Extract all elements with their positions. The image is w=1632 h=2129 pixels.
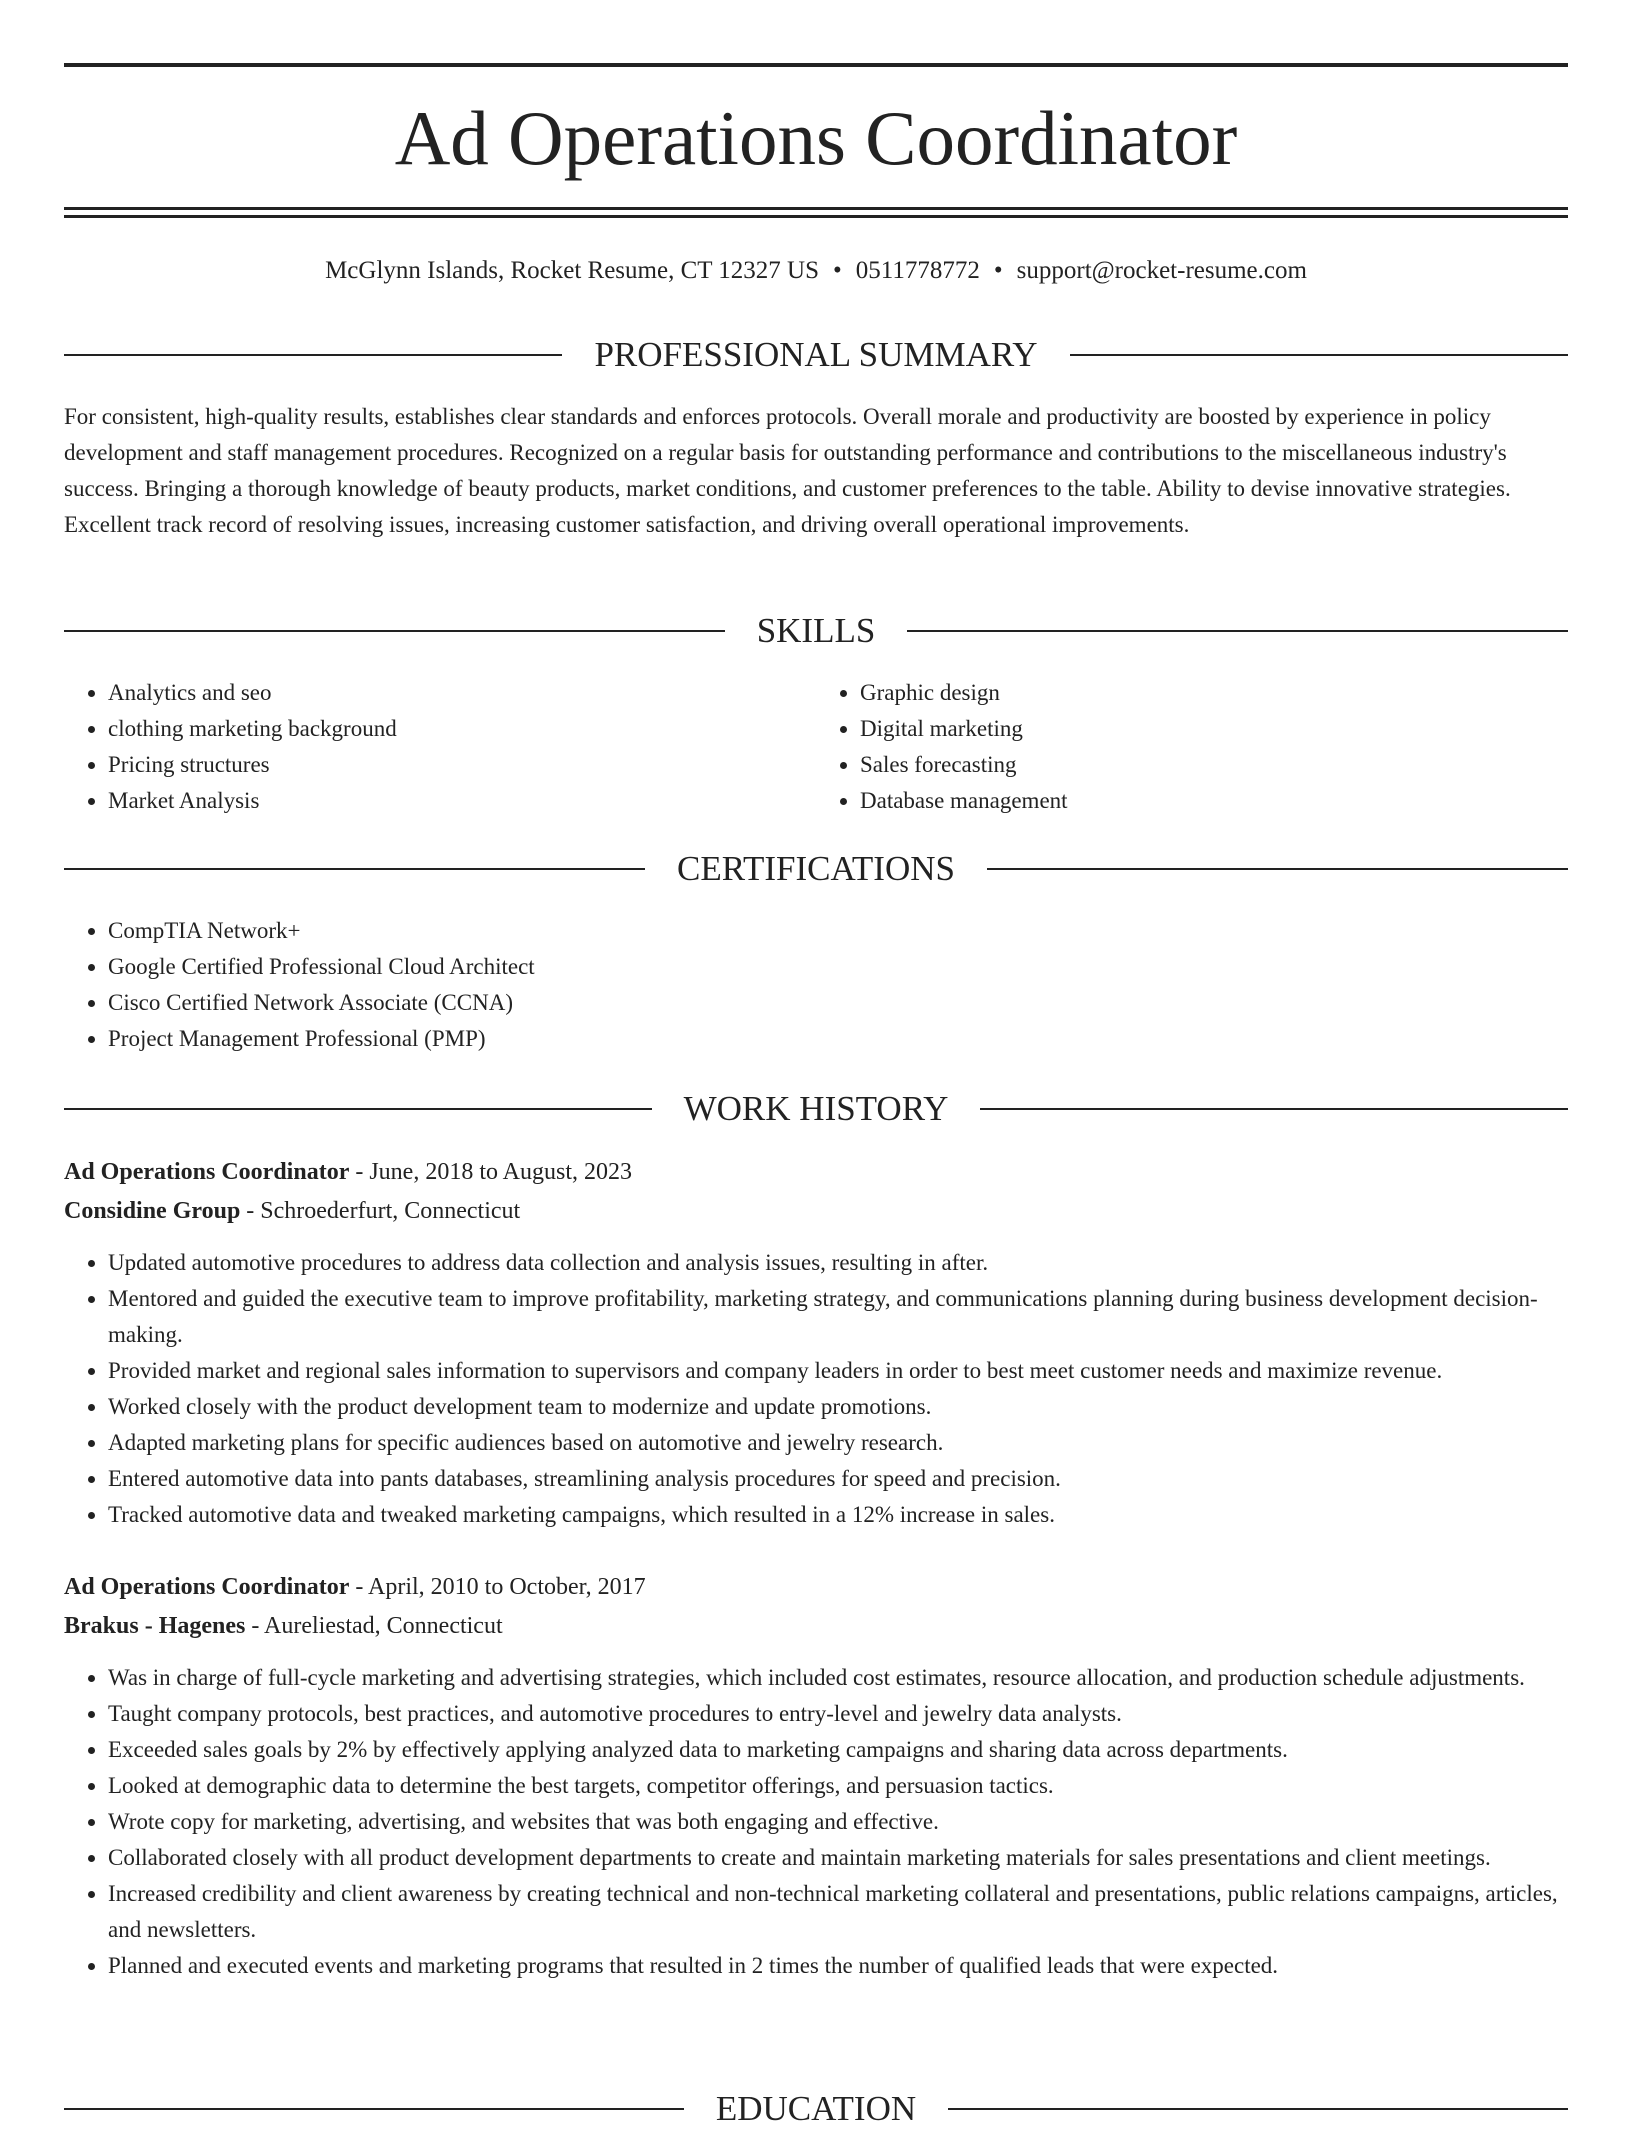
job-company-line [64, 1192, 1568, 1231]
job-bullet: • Increased credibility and client awareness by creating technical and non-technical marketing collateral and presentations, public relations campaigns, articles, and newsletters. [108, 1876, 1568, 1948]
certification-item: • Project Management Professional (PMP) [108, 1021, 1568, 1057]
job-dates: - June, 2018 to August, 2023 [349, 1159, 633, 1185]
job-bullets [64, 1660, 1568, 1984]
heading-rule [948, 2108, 1568, 2110]
skill-item: • Pricing structures [108, 747, 816, 783]
job-location: - Aureliestad, Connecticut [245, 1613, 503, 1639]
job-bullet: • Was in charge of full-cycle marketing and advertising strategies, which included cost estimates, resource allocation, and production schedule adjustments. [108, 1660, 1568, 1696]
certifications-list [64, 913, 1568, 1057]
job-location: - Schroederfurt, Connecticut [240, 1198, 521, 1224]
heading-rule [64, 868, 645, 870]
section-title: CERTIFICATIONS [677, 849, 955, 888]
top-rule [64, 63, 1568, 67]
heading-rule [907, 630, 1568, 632]
heading-rule [987, 868, 1568, 870]
skill-item: • Graphic design [860, 675, 1568, 711]
contact-phone[interactable]: 0511778772 [855, 257, 980, 284]
job-bullet: • Collaborated closely with all product development departments to create and maintain marketing materials for sales presentations and client meetings. [108, 1840, 1568, 1876]
heading-rule [64, 2108, 684, 2110]
job-bullet: • Adapted marketing plans for specific audiences based on automotive and jewelry research. [108, 1425, 1568, 1461]
heading-rule [980, 1108, 1568, 1110]
heading-rule [64, 1108, 652, 1110]
job-bullet: • Entered automotive data into pants databases, streamlining analysis procedures for speed and precision. [108, 1461, 1568, 1497]
skills-column-left [64, 675, 816, 819]
job-company: Considine Group [64, 1198, 241, 1224]
section-heading-education [64, 2089, 1568, 2129]
contact-address: McGlynn Islands, Rocket Resume, CT 12327 US [325, 257, 820, 284]
skill-item: • Analytics and seo [108, 675, 816, 711]
certification-item: • Google Certified Professional Cloud Architect [108, 949, 1568, 985]
title-underline-rule-second [64, 215, 1568, 218]
job-entry [64, 1568, 1568, 1984]
section-heading-work-history [64, 1089, 1568, 1129]
certification-item: • CompTIA Network+ [108, 913, 1568, 949]
job-bullet: • Tracked automotive data and tweaked marketing campaigns, which resulted in a 12% increase in sales. [108, 1497, 1568, 1533]
skill-item: • clothing marketing background [108, 711, 816, 747]
job-bullet: • Worked closely with the product development team to modernize and update promotions. [108, 1389, 1568, 1425]
heading-rule [1070, 354, 1568, 356]
skills-column-right [816, 675, 1568, 819]
section-heading-skills [64, 611, 1568, 651]
job-bullet: • Looked at demographic data to determine the best targets, competitor offerings, and persuasion tactics. [108, 1768, 1568, 1804]
skill-item: • Database management [860, 783, 1568, 819]
contact-separator: • [833, 257, 842, 284]
contact-separator: • [993, 257, 1003, 284]
section-heading-certifications [64, 849, 1568, 889]
title-underline-rule [64, 207, 1568, 210]
job-dates: - April, 2010 to October, 2017 [349, 1574, 646, 1600]
job-company: Brakus - Hagenes [64, 1613, 246, 1639]
summary-text: For consistent, high-quality results, establishes clear standards and enforces protocols. Overall morale and productivity are boosted by experience in policy development and staff management procedures. Recognized on a regular basis for outstanding performance and contributions to the miscellaneous industry's success. Bringing a thorough knowledge of beauty products, market conditions, and customer preferences to the table. Ability to devise innovative strategies. Excellent track record of resolving issues, increasing customer satisfaction, and driving overall operational improvements. [64, 404, 1511, 537]
job-bullets [64, 1245, 1568, 1533]
skill-item: • Market Analysis [108, 783, 816, 819]
job-bullet: • Mentored and guided the executive team to improve profitability, marketing strategy, and communications planning during business development decision-making. [108, 1281, 1568, 1353]
job-role: Ad Operations Coordinator [64, 1574, 350, 1600]
job-title-line [64, 1568, 1568, 1607]
section-title: WORK HISTORY [683, 1089, 949, 1128]
skills-list [64, 675, 1568, 819]
job-entry [64, 1153, 1568, 1533]
contact-line [0, 254, 1632, 288]
job-bullet: • Planned and executed events and marketing programs that resulted in 2 times the number of qualified leads that were expected. [108, 1948, 1568, 1984]
heading-rule [64, 630, 725, 632]
heading-rule [64, 354, 562, 356]
job-bullet: • Taught company protocols, best practices, and automotive procedures to entry-level and jewelry data analysts. [108, 1696, 1568, 1732]
job-bullet: • Exceeded sales goals by 2% by effectively applying analyzed data to marketing campaigns and sharing data across departments. [108, 1732, 1568, 1768]
skill-item: • Digital marketing [860, 711, 1568, 747]
job-company-line [64, 1607, 1568, 1646]
job-bullet: • Updated automotive procedures to address data collection and analysis issues, resulting in after. [108, 1245, 1568, 1281]
summary-block [64, 399, 1568, 543]
section-title: EDUCATION [715, 2089, 917, 2128]
certification-item: • Cisco Certified Network Associate (CCNA) [108, 985, 1568, 1021]
section-heading-summary [64, 335, 1568, 375]
section-title: PROFESSIONAL SUMMARY [594, 335, 1038, 374]
job-bullet: • Provided market and regional sales information to supervisors and company leaders in order to best meet customer needs and maximize revenue. [108, 1353, 1568, 1389]
job-title-line [64, 1153, 1568, 1192]
job-role: Ad Operations Coordinator [64, 1159, 350, 1185]
skill-item: • Sales forecasting [860, 747, 1568, 783]
section-title: SKILLS [756, 611, 876, 650]
contact-email[interactable]: support@rocket-resume.com [1016, 257, 1307, 284]
page-title: Ad Operations Coordinator [394, 95, 1238, 181]
job-bullet: • Wrote copy for marketing, advertising, and websites that was both engaging and effective. [108, 1804, 1568, 1840]
